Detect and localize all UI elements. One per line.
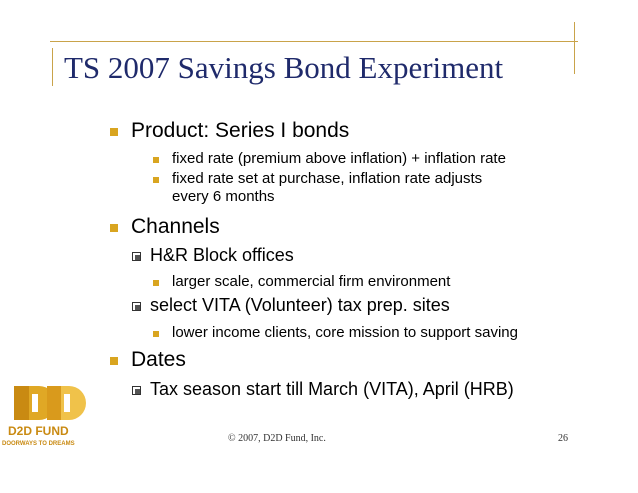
bullet-fixed-rate: fixed rate (premium above inflation) + inflation rate <box>172 150 506 167</box>
title-rule-top <box>50 41 578 42</box>
bullet-square-icon <box>153 331 159 337</box>
bullet-square-icon <box>110 128 118 136</box>
bullet-hrb: H&R Block offices <box>150 245 294 265</box>
title-rule-right <box>574 22 575 74</box>
bullet-tax-season: Tax season start till March (VITA), April (HRB) <box>150 379 514 399</box>
bullet-dates: Dates <box>131 348 186 371</box>
bullet-hrb-detail: larger scale, commercial firm environment <box>172 273 451 290</box>
bullet-square-icon <box>110 224 118 232</box>
bullet-product: Product: Series I bonds <box>131 119 350 142</box>
bullet-channels: Channels <box>131 215 220 238</box>
checkbox-bullet-icon <box>132 252 141 261</box>
bullet-vita-detail: lower income clients, core mission to support saving <box>172 324 518 341</box>
title-rule-left <box>52 48 53 86</box>
bullet-rate-set: fixed rate set at purchase, inflation rate adjusts <box>172 170 483 187</box>
logo-tagline: DOORWAYS TO DREAMS <box>2 441 75 447</box>
d2d-logo-icon <box>0 380 110 450</box>
logo-name: D2D FUND <box>8 424 69 438</box>
page-number: 26 <box>558 433 568 444</box>
checkbox-bullet-icon <box>132 302 141 311</box>
d2d-fund-logo <box>0 380 110 450</box>
bullet-square-icon <box>153 280 159 286</box>
bullet-square-icon <box>153 157 159 163</box>
slide-title: TS 2007 Savings Bond Experiment <box>64 50 504 85</box>
bullet-rate-set-cont: every 6 months <box>172 188 275 205</box>
bullet-square-icon <box>153 177 159 183</box>
footer-copyright: © 2007, D2D Fund, Inc. <box>228 433 326 444</box>
checkbox-bullet-icon <box>132 386 141 395</box>
bullet-vita: select VITA (Volunteer) tax prep. sites <box>150 295 450 315</box>
bullet-square-icon <box>110 357 118 365</box>
